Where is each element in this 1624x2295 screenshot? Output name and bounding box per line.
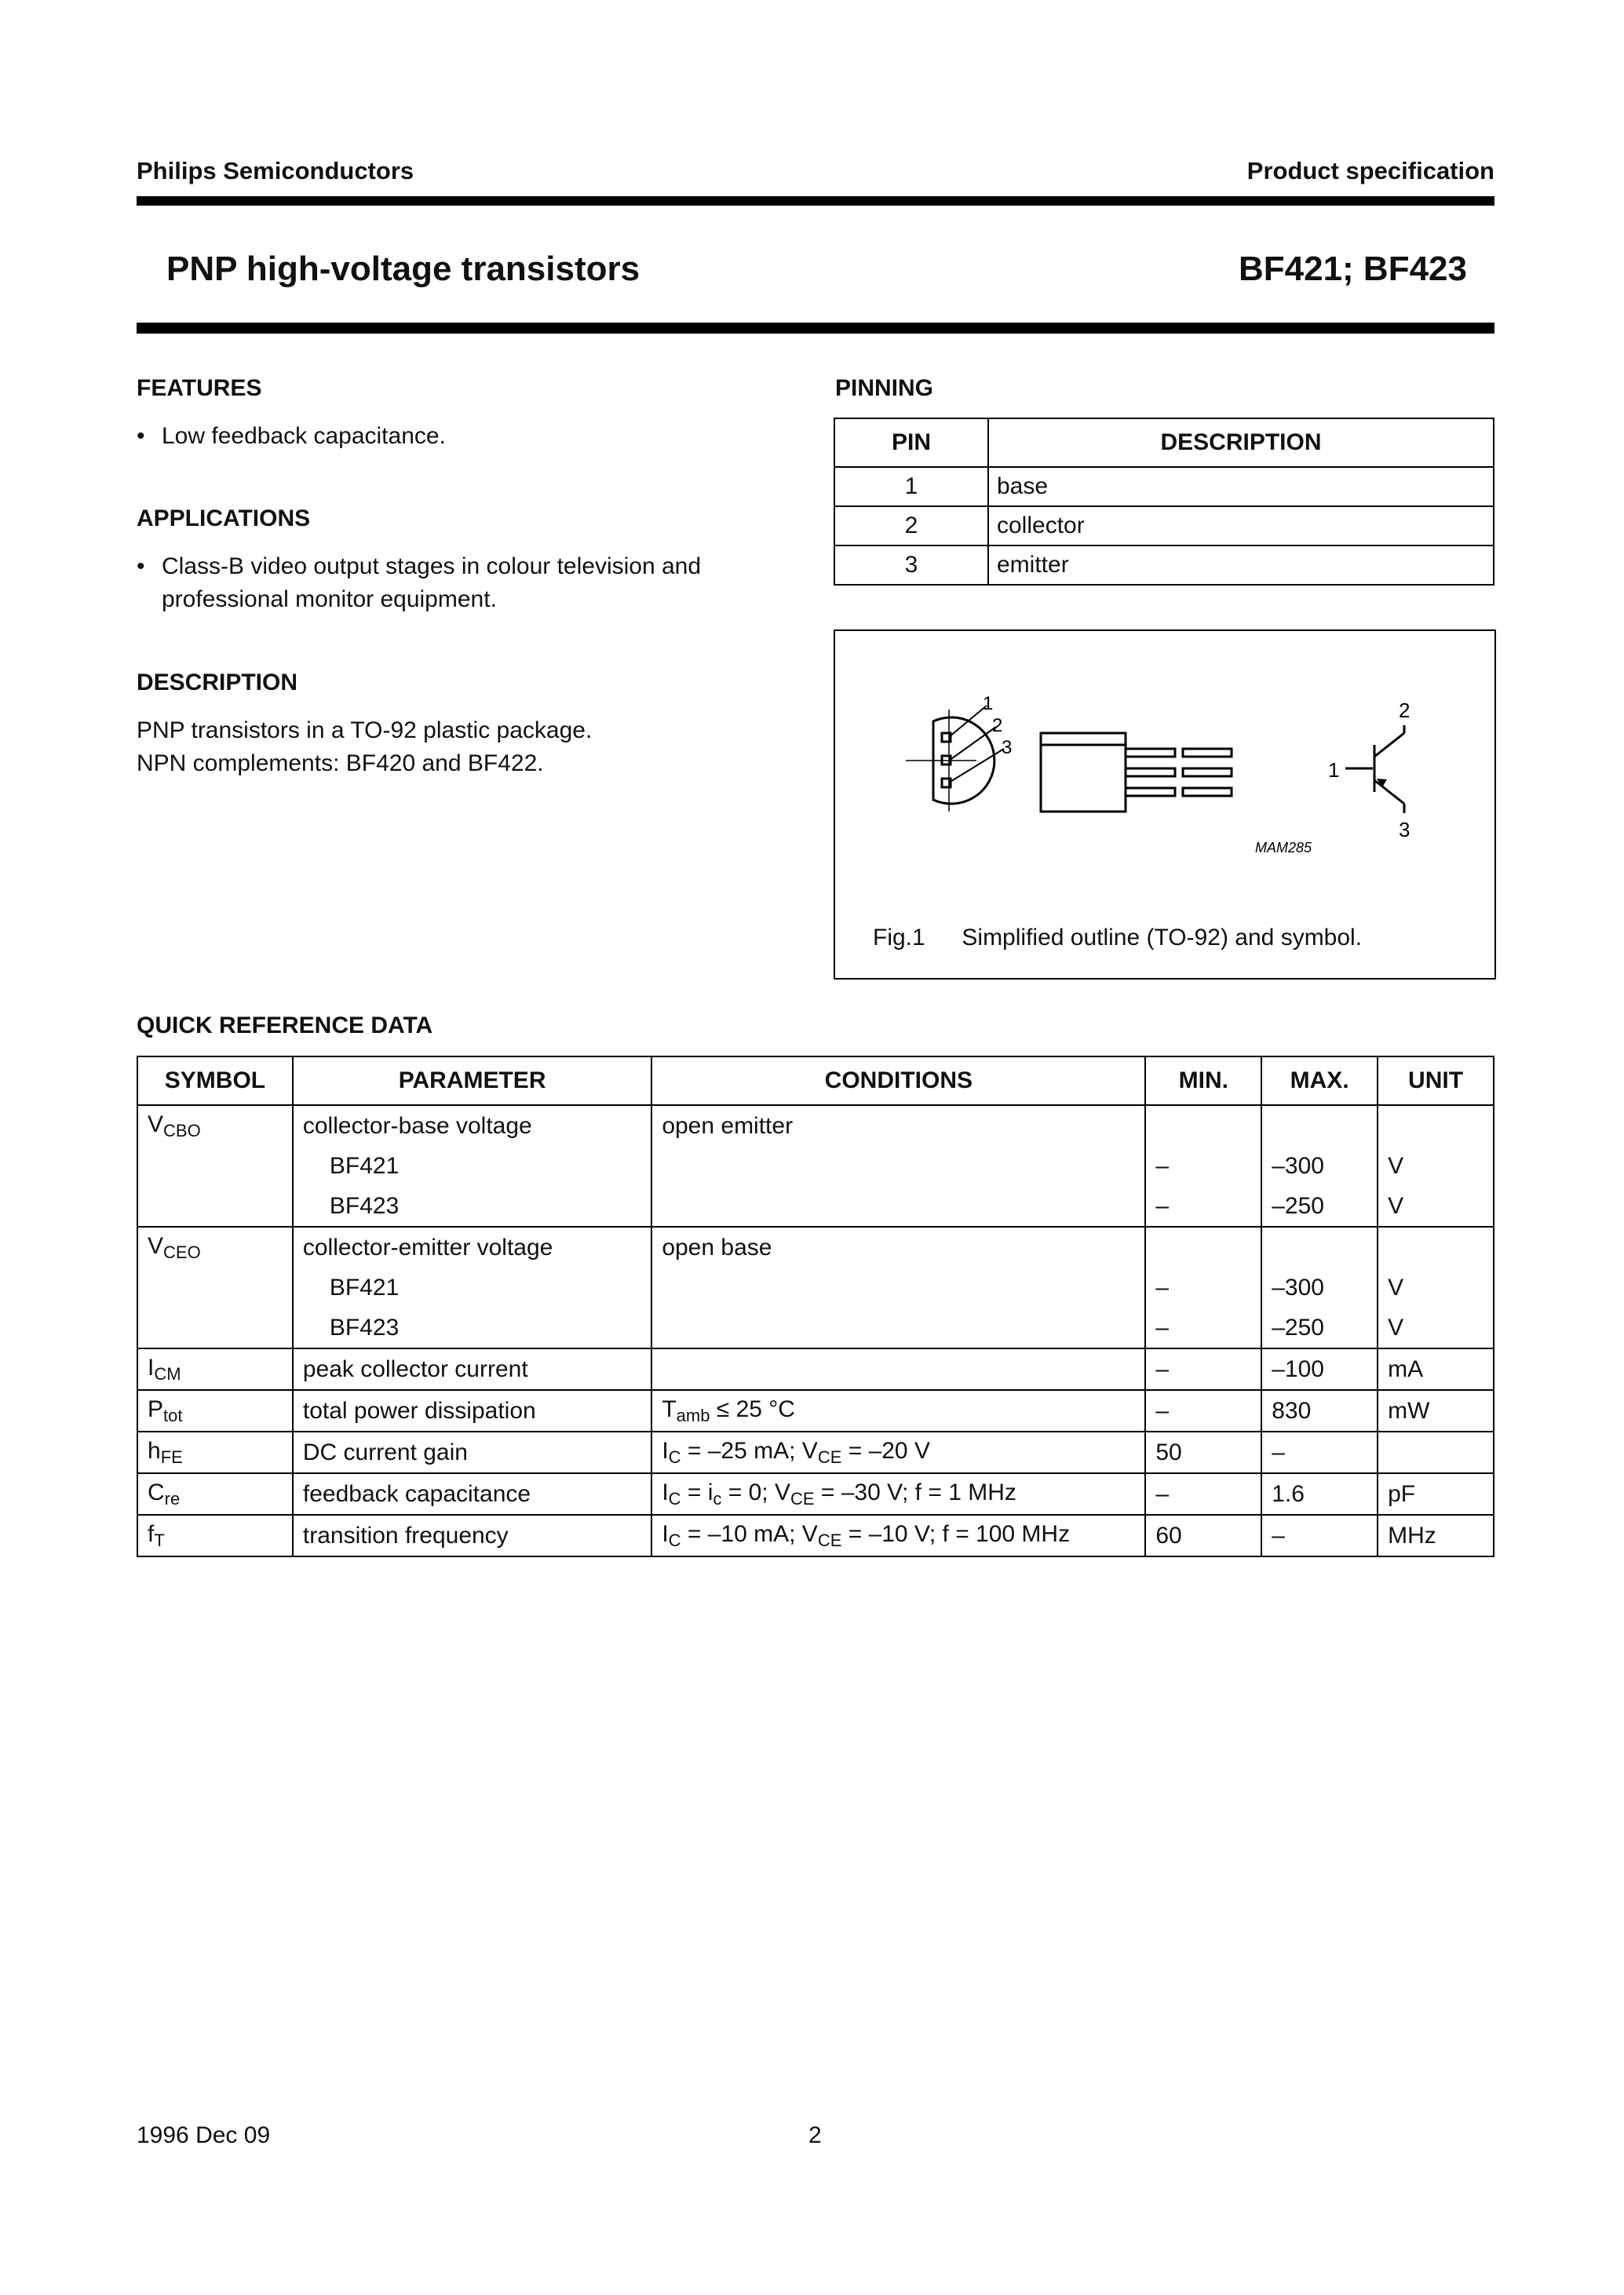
desc-col-header: DESCRIPTION (988, 418, 1494, 467)
unit-cell: pF (1378, 1473, 1494, 1515)
description-line-2: NPN complements: BF420 and BF422. (137, 750, 544, 776)
conditions-cell: $I_C = -10$ mA; $V_{CE} = -10$ V; f = 100 MHz (651, 1515, 1145, 1556)
table-row (834, 467, 1494, 506)
title-rule (137, 323, 1494, 334)
figure-box (834, 629, 1496, 980)
max-cell: – (1261, 1515, 1378, 1556)
figure-caption-number: Fig.1 (873, 925, 925, 950)
symbol-cell: $f_T$ (137, 1515, 293, 1556)
company-name: Philips Semiconductors (137, 157, 414, 184)
parameter-cell: peak collector current (293, 1348, 651, 1390)
table-header-row (137, 1056, 1494, 1105)
table-row (834, 545, 1494, 585)
min-cell: 60 (1145, 1515, 1261, 1556)
unit-cell: MHz (1378, 1515, 1494, 1556)
min-cell: – (1145, 1146, 1261, 1186)
quick-reference-table (137, 1056, 1494, 1557)
parameter-cell: BF423 (293, 1186, 651, 1227)
max-cell: –250 (1261, 1308, 1378, 1348)
description-line-1: PNP transistors in a TO-92 plastic package. (137, 717, 593, 743)
max-cell: –250 (1261, 1186, 1378, 1227)
applications-heading: APPLICATIONS (137, 505, 311, 531)
table-row (137, 1390, 1494, 1432)
max-cell: – (1261, 1432, 1378, 1473)
table-row (137, 1473, 1494, 1515)
symbol-pin-label-3: 3 (1399, 818, 1411, 841)
min-cell: – (1145, 1268, 1261, 1308)
conditions-cell: $I_C = -25$ mA; $V_{CE} = -20$ V (651, 1432, 1145, 1473)
min-cell: – (1145, 1186, 1261, 1227)
unit-cell: mA (1378, 1348, 1494, 1390)
conditions-cell: $T_{amb} \le 25$ °C (651, 1390, 1145, 1432)
min-cell: 50 (1145, 1432, 1261, 1473)
conditions-cell: $I_C = i_c = 0$; $V_{CE} = -30$ V; f = 1 MHz (651, 1473, 1145, 1515)
col-unit: UNIT (1378, 1056, 1494, 1105)
max-cell: –300 (1261, 1268, 1378, 1308)
parameter-cell: DC current gain (293, 1432, 651, 1473)
parameter-cell: transition frequency (293, 1515, 651, 1556)
max-cell: 830 (1261, 1390, 1378, 1432)
conditions-cell: open emitter (651, 1105, 1145, 1146)
max-cell: –300 (1261, 1146, 1378, 1186)
page-number: 2 (808, 2122, 822, 2148)
unit-cell: V (1378, 1146, 1494, 1186)
parameter-cell: feedback capacitance (293, 1473, 651, 1515)
pinning-heading: PINNING (835, 375, 934, 401)
footer-date: 1996 Dec 09 (137, 2122, 271, 2148)
part-numbers: BF421; BF423 (1238, 250, 1467, 288)
applications-item (137, 550, 804, 616)
features-item-text: Low feedback capacitance. (162, 423, 446, 449)
min-cell: – (1145, 1308, 1261, 1348)
figure-code: MAM285 (1255, 840, 1312, 856)
figure-caption-text: Simplified outline (TO-92) and symbol. (962, 925, 1363, 950)
parameter-cell: collector-emitter voltage (293, 1227, 651, 1268)
min-cell: – (1145, 1473, 1261, 1515)
col-conditions: CONDITIONS (651, 1056, 1145, 1105)
symbol-pin-label-2: 2 (1399, 699, 1411, 722)
col-parameter: PARAMETER (293, 1056, 651, 1105)
symbol-cell: $h_{FE}$ (137, 1432, 293, 1473)
applications-line-1: Class-B video output stages in colour television and (162, 553, 702, 579)
header-rule (137, 196, 1494, 206)
unit-cell: V (1378, 1268, 1494, 1308)
table-row (137, 1268, 1494, 1308)
qrd-heading: QUICK REFERENCE DATA (137, 1012, 433, 1038)
features-heading: FEATURES (137, 375, 262, 401)
pin-col-header: PIN (834, 418, 988, 467)
pin-description: emitter (988, 545, 1494, 585)
table-row (137, 1186, 1494, 1227)
table-row (137, 1146, 1494, 1186)
unit-cell: mW (1378, 1390, 1494, 1432)
pin-description: collector (988, 506, 1494, 545)
symbol-cell: $V_{CBO}$ (137, 1105, 293, 1146)
col-symbol: SYMBOL (137, 1056, 293, 1105)
table-row (137, 1227, 1494, 1268)
unit-cell (1378, 1432, 1494, 1473)
conditions-cell: open base (651, 1227, 1145, 1268)
min-cell: – (1145, 1348, 1261, 1390)
pin-number: 2 (834, 506, 988, 545)
parameter-cell: BF423 (293, 1308, 651, 1348)
col-max: MAX. (1261, 1056, 1378, 1105)
parameter-cell: BF421 (293, 1268, 651, 1308)
symbol-cell: $I_{CM}$ (137, 1348, 293, 1390)
doc-type: Product specification (1246, 157, 1494, 184)
parameter-cell: collector-base voltage (293, 1105, 651, 1146)
min-cell: – (1145, 1390, 1261, 1432)
pin-number: 1 (834, 467, 988, 506)
symbol-pin-label-1: 1 (1328, 758, 1340, 782)
parameter-cell: BF421 (293, 1146, 651, 1186)
product-title: PNP high-voltage transistors (166, 250, 640, 288)
description-text (137, 714, 592, 780)
pin-description: base (988, 467, 1494, 506)
outline-pin-label-1: 1 (983, 693, 994, 714)
symbol-cell: $P_{tot}$ (137, 1390, 293, 1432)
col-min: MIN. (1145, 1056, 1261, 1105)
symbol-cell: $C_{re}$ (137, 1473, 293, 1515)
figure-caption (873, 921, 1362, 954)
outline-pin-label-2: 2 (992, 715, 1003, 736)
pin-number: 3 (834, 545, 988, 585)
unit-cell: V (1378, 1186, 1494, 1227)
bullet-icon: • (137, 553, 145, 579)
table-row (137, 1308, 1494, 1348)
max-cell: 1.6 (1261, 1473, 1378, 1515)
max-cell: –100 (1261, 1348, 1378, 1390)
table-row (137, 1348, 1494, 1390)
table-row (137, 1432, 1494, 1473)
table-row (137, 1515, 1494, 1556)
unit-cell: V (1378, 1308, 1494, 1348)
applications-line-2: professional monitor equipment. (162, 586, 497, 612)
outline-pin-label-3: 3 (1002, 737, 1013, 758)
parameter-cell: total power dissipation (293, 1390, 651, 1432)
bullet-icon: • (137, 423, 145, 449)
table-row (137, 1105, 1494, 1146)
table-row (834, 506, 1494, 545)
symbol-cell: $V_{CEO}$ (137, 1227, 293, 1268)
description-heading: DESCRIPTION (137, 670, 298, 695)
features-item (137, 420, 446, 453)
pinning-table (834, 418, 1494, 586)
